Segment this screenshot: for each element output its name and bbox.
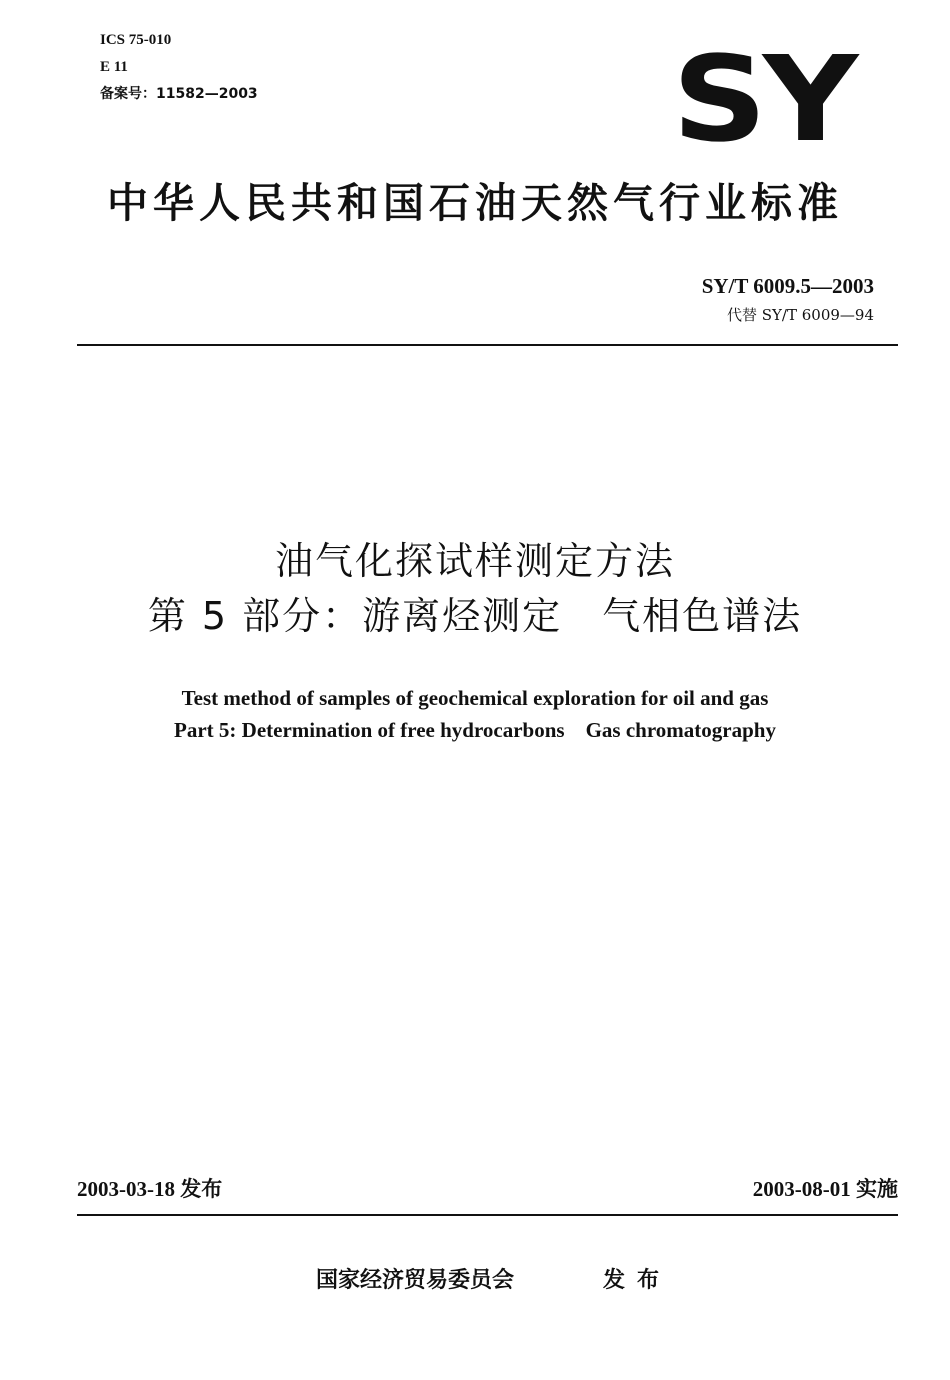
classification-code: E 11	[100, 59, 128, 75]
issue-date: 2003-03-18 发布	[77, 1177, 223, 1201]
replaces-standard: 代替 SY/T 6009—94	[726, 306, 874, 324]
filing-number: 备案号：11582—2003	[100, 86, 258, 102]
top-divider	[77, 344, 898, 346]
sy-logo: SY	[672, 30, 854, 168]
national-standard-title: 中华人民共和国石油天然气行业标准	[107, 179, 843, 227]
english-title-line-2: Part 5: Determination of free hydrocarbons Gas chromatography	[174, 718, 776, 742]
implementation-date: 2003-08-01 实施	[752, 1177, 898, 1201]
ics-code: ICS 75-010	[100, 32, 172, 48]
chinese-title-line-1: 油气化探试样测定方法	[274, 539, 675, 583]
bottom-divider	[77, 1214, 898, 1216]
chinese-title-line-2: 第 5 部分：游离烃测定 气相色谱法	[147, 594, 803, 638]
english-title-line-1: Test method of samples of geochemical exploration for oil and gas	[181, 686, 769, 710]
publisher-name: 国家经济贸易委员会	[316, 1268, 515, 1293]
standard-number: SY/T 6009.5—2003	[701, 274, 874, 298]
publish-label: 发布	[603, 1268, 672, 1293]
